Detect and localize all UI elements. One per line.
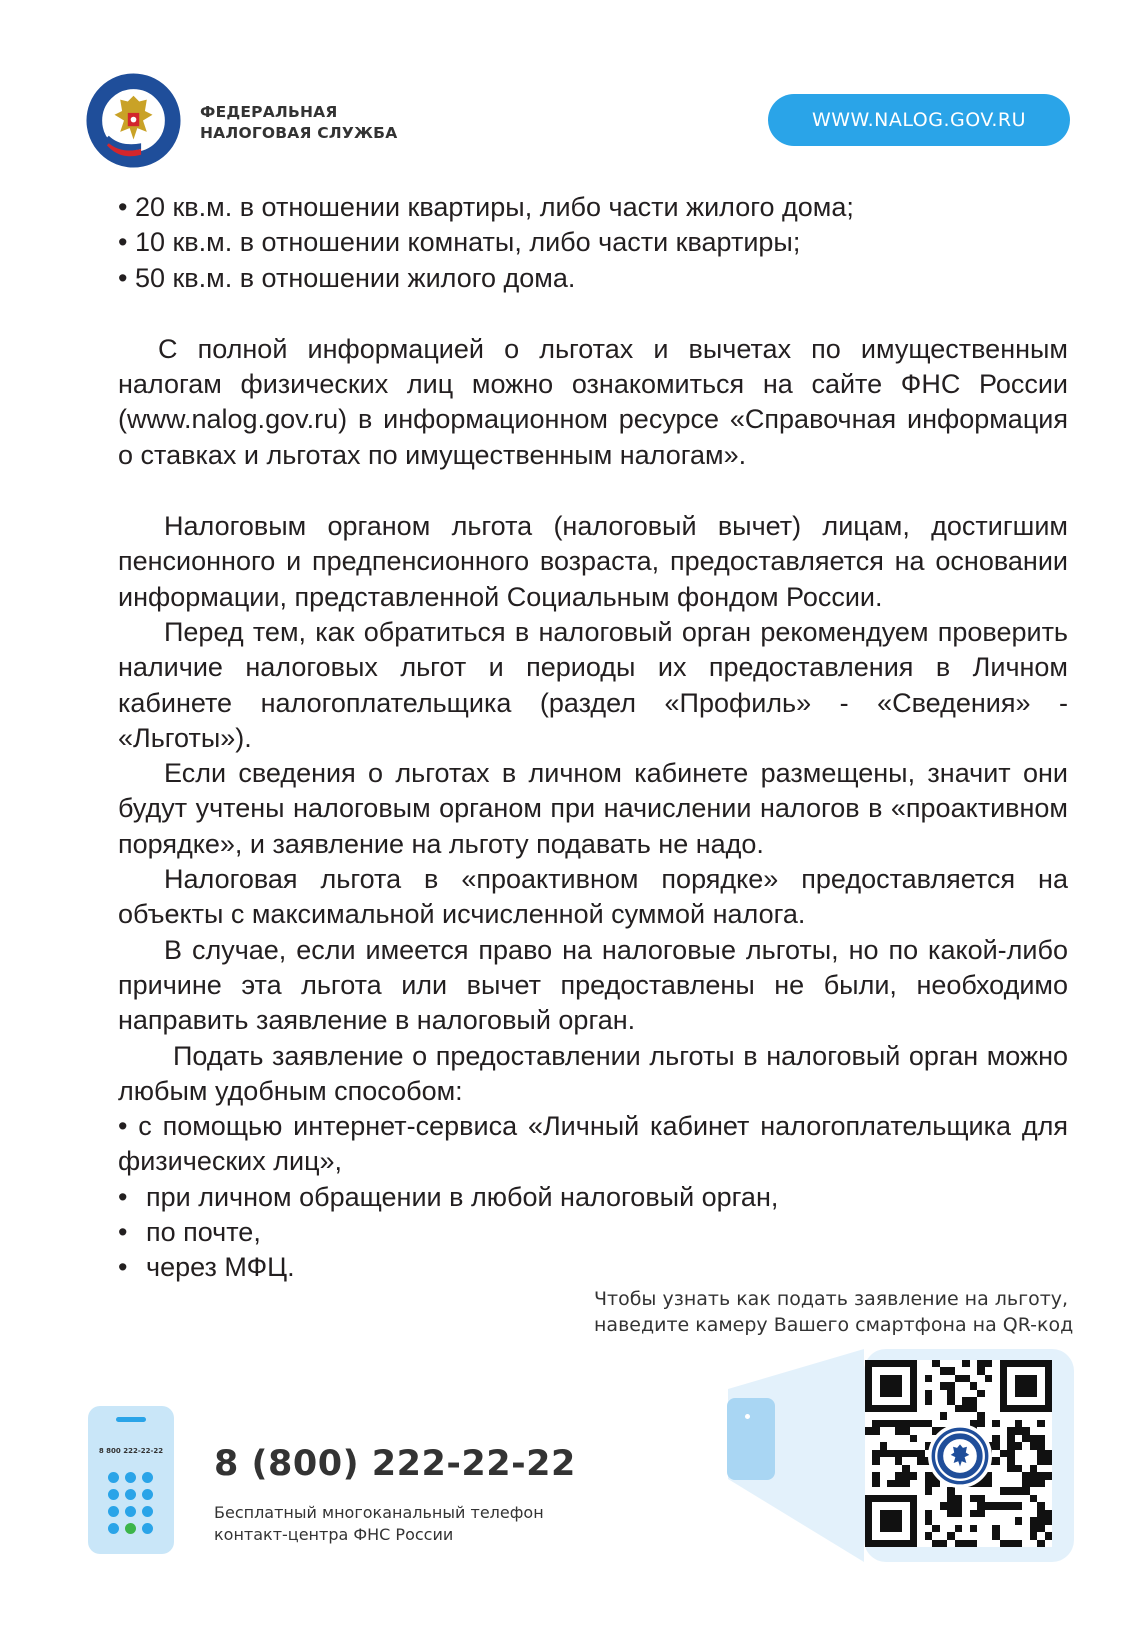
qr-emblem-icon xyxy=(928,1424,992,1488)
hotline-phone-number[interactable]: 8 (800) 222-22-22 xyxy=(214,1444,576,1484)
phone-icon-number: 8 800 222-22-22 xyxy=(98,1447,164,1455)
fns-emblem-logo xyxy=(86,73,181,168)
list-item-post: • по почте, xyxy=(118,1217,261,1248)
hotline-description: Бесплатный многоканальный телефон контакт-центра ФНС России xyxy=(214,1503,544,1544)
website-link-button[interactable] xyxy=(768,94,1070,146)
phone-keypad-icon xyxy=(88,1406,174,1554)
org-name xyxy=(200,102,397,144)
list-item-post-text: по почте, xyxy=(146,1217,261,1248)
website-link-label: WWW.NALOG.GOV.RU xyxy=(811,109,1027,131)
paragraph-check: Перед тем, как обратиться в налоговый орган рекомендуем проверить наличие налоговых льгот и периоды их предоставления в Личном кабинете налогоплательщика (раздел «Профиль» - «Сведения» - «Льготы»). xyxy=(118,616,1068,753)
paragraph-proactive: Если сведения о льготах в личном кабинете размещены, значит они будут учтены налоговым органом при начислении налогов в «проактивном порядке», и заявление на льготу подавать не надо. xyxy=(118,758,1068,859)
list-item-online: • с помощью интернет-сервиса «Личный кабинет налогоплательщика для физических лиц», xyxy=(118,1111,1068,1177)
smartphone-icon xyxy=(727,1398,775,1480)
list-item-area-room: • 10 кв.м. в отношении комнаты, либо части квартиры; xyxy=(118,227,801,258)
org-name-line2: НАЛОГОВАЯ СЛУЖБА xyxy=(200,124,398,142)
org-name-line1: ФЕДЕРАЛЬНАЯ xyxy=(200,103,338,121)
document-body xyxy=(118,190,1068,1286)
list-item-in-person: • при личном обращении в любой налоговый орган, xyxy=(118,1181,779,1212)
paragraph-pension: Налоговым органом льгота (налоговый вычет) лицам, достигшим пенсионного и предпенсионного возраста, предоставляется на основании информации, представленной Социальным фондом России. xyxy=(118,511,1068,612)
paragraph-case: В случае, если имеется право на налоговые льготы, но по какой-либо причине эта льгота или вычет предоставлены не были, необходимо направить заявление в налоговый орган. xyxy=(118,934,1068,1036)
list-item-area-house: • 50 кв.м. в отношении жилого дома. xyxy=(118,262,576,293)
paragraph-max: Налоговая льгота в «проактивном порядке» предоставляется на объекты с максимальной исчисленной суммой налога. xyxy=(118,864,1068,930)
paragraph-submit: Подать заявление о предоставлении льготы в налоговый орган можно любым удобным способом: xyxy=(118,1040,1068,1106)
list-item-mfc-text: через МФЦ. xyxy=(146,1252,295,1283)
list-item-mfc: • через МФЦ. xyxy=(118,1252,295,1283)
paragraph-info: С полной информацией о льготах и вычетах по имущественным налогам физических лиц можно ознакомиться на сайте ФНС России (www.nalog.gov.ru) в информационном ресурсе «Справочная информация о ставках и льготах по имущественным налогам». xyxy=(118,333,1068,470)
list-item-area-flat: • 20 кв.м. в отношении квартиры, либо части жилого дома; xyxy=(118,192,854,222)
list-item-in-person-text: при личном обращении в любой налоговый орган, xyxy=(146,1181,779,1212)
qr-caption: Чтобы узнать как подать заявление на льготу, наведите камеру Вашего смартфона на QR-код xyxy=(594,1288,1074,1336)
